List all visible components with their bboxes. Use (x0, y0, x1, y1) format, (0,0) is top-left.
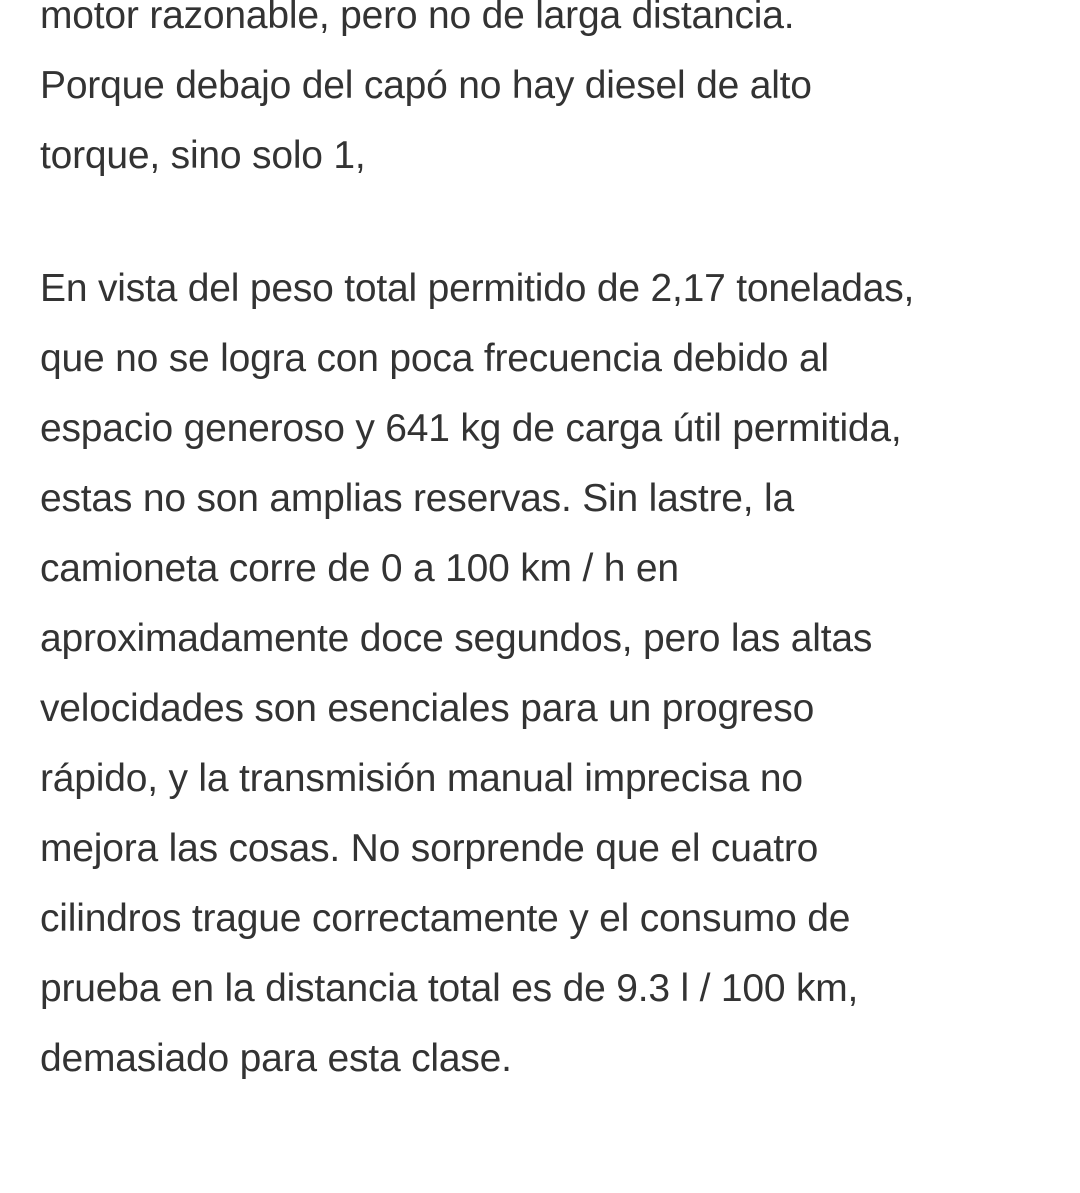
paragraph-line: que no se logra con poca frecuencia debido al (40, 337, 829, 380)
paragraph-line: torque, sino solo 1, (40, 134, 366, 177)
paragraph-line: En vista del peso total permitido de 2,17 toneladas, (40, 267, 915, 310)
paragraph-line: prueba en la distancia total es de 9.3 l / 100 km, (40, 967, 859, 1010)
paragraph-line: velocidades son esenciales para un progreso (40, 687, 815, 730)
paragraph-line: mejora las cosas. No sorprende que el cuatro (40, 827, 819, 870)
paragraph-peso (40, 254, 914, 1094)
paragraph-line: camioneta corre de 0 a 100 km / h en (40, 547, 679, 590)
paragraph-motor (40, 0, 812, 191)
paragraph-line: estas no son amplias reservas. Sin lastre, la (40, 477, 795, 520)
paragraph-line: aproximadamente doce segundos, pero las altas (40, 617, 873, 660)
paragraph-line: demasiado para esta clase. (40, 1037, 512, 1080)
paragraph-line: Porque debajo del capó no hay diesel de alto (40, 64, 812, 107)
paragraph-line: motor razonable, pero no de larga distancia. (40, 0, 795, 37)
paragraph-line: rápido, y la transmisión manual imprecisa no (40, 757, 803, 800)
paragraph-line: cilindros trague correctamente y el consumo de (40, 897, 851, 940)
paragraph-line: espacio generoso y 641 kg de carga útil permitida, (40, 407, 902, 450)
